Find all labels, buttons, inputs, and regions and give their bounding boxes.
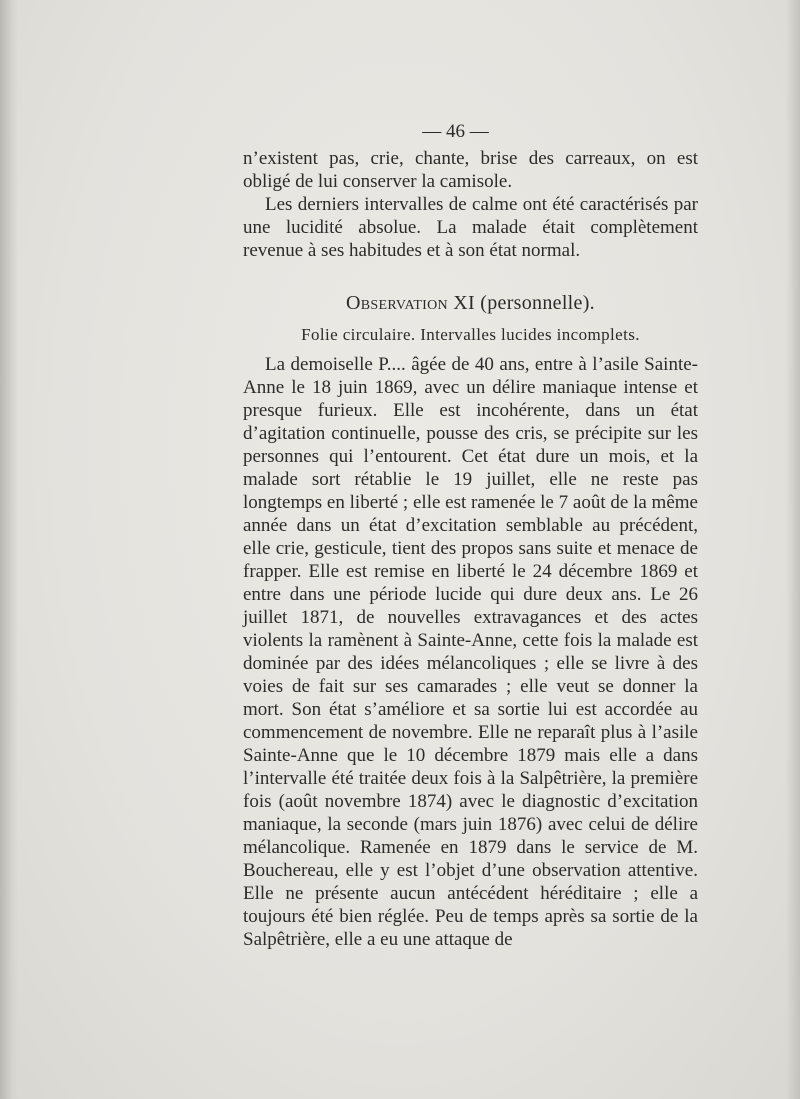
observation-heading-prefix: Observation XI <box>346 292 475 314</box>
observation-subtitle: Folie circulaire. Intervalles lucides incomplets. <box>301 325 640 344</box>
observation-heading-suffix: (personnelle). <box>474 292 595 314</box>
paragraph-continuation: n’existent pas, crie, chante, brise des carreaux, on est obligé de lui conserver la camisole. <box>243 148 698 192</box>
page-number: — 46 — <box>422 121 489 142</box>
page-right-edge <box>786 0 800 1099</box>
observation-body: La demoiselle P.... âgée de 40 ans, entre à l’asile Sainte-Anne le 18 juin 1869, avec un délire maniaque intense et presque furieux. Elle est incohérente, dans un état d’agitation continuelle, pousse des cris, se précipite sur les personnes qui l’entourent. Cet état dure un mois, et la malade sort rétablie le 19 juillet, elle ne reste pas longtemps en liberté ; elle est ramenée le 7 août de la même année dans un état d’excitation semblable au précédent, elle crie, gesticule, tient des propos sans suite et menace de frapper. Elle est remise en liberté le 24 décembre 1869 et entre dans une période lucide qui dure deux ans. Le 26 juillet 1871, de nouvelles extravagances et des actes violents la ramènent à Sainte-Anne, cette fois la malade est dominée par des idées mélancoliques ; elle se livre à des voies de fait sur ses camarades ; elle veut se donner la mort. Son état s’améliore et sa sortie lui est accordée au commencement de novembre. Elle ne reparaît plus à l’asile Sainte-Anne que le 10 décembre 1879 mais elle a dans l’intervalle été traitée deux fois à la Salpêtrière, la première fois (août novembre 1874) avec le diagnostic d’excitation maniaque, la seconde (mars juin 1876) avec celui de délire mélancolique. Ramenée en 1879 dans le service de M. Bouchereau, elle y est l’objet d’une observation attentive. Elle ne présente aucun antécédent héréditaire ; elle a toujours été bien réglée. Peu de temps après sa sortie de la Salpêtrière, elle a eu une attaque de <box>243 354 698 950</box>
page-left-edge <box>0 0 18 1099</box>
text-block <box>243 120 698 951</box>
observation-heading <box>243 292 698 315</box>
paragraph-lucid-intervals: Les derniers intervalles de calme ont été caractérisés par une lucidité absolue. La malade était complètement revenue à ses habitudes et à son état normal. <box>243 194 698 261</box>
